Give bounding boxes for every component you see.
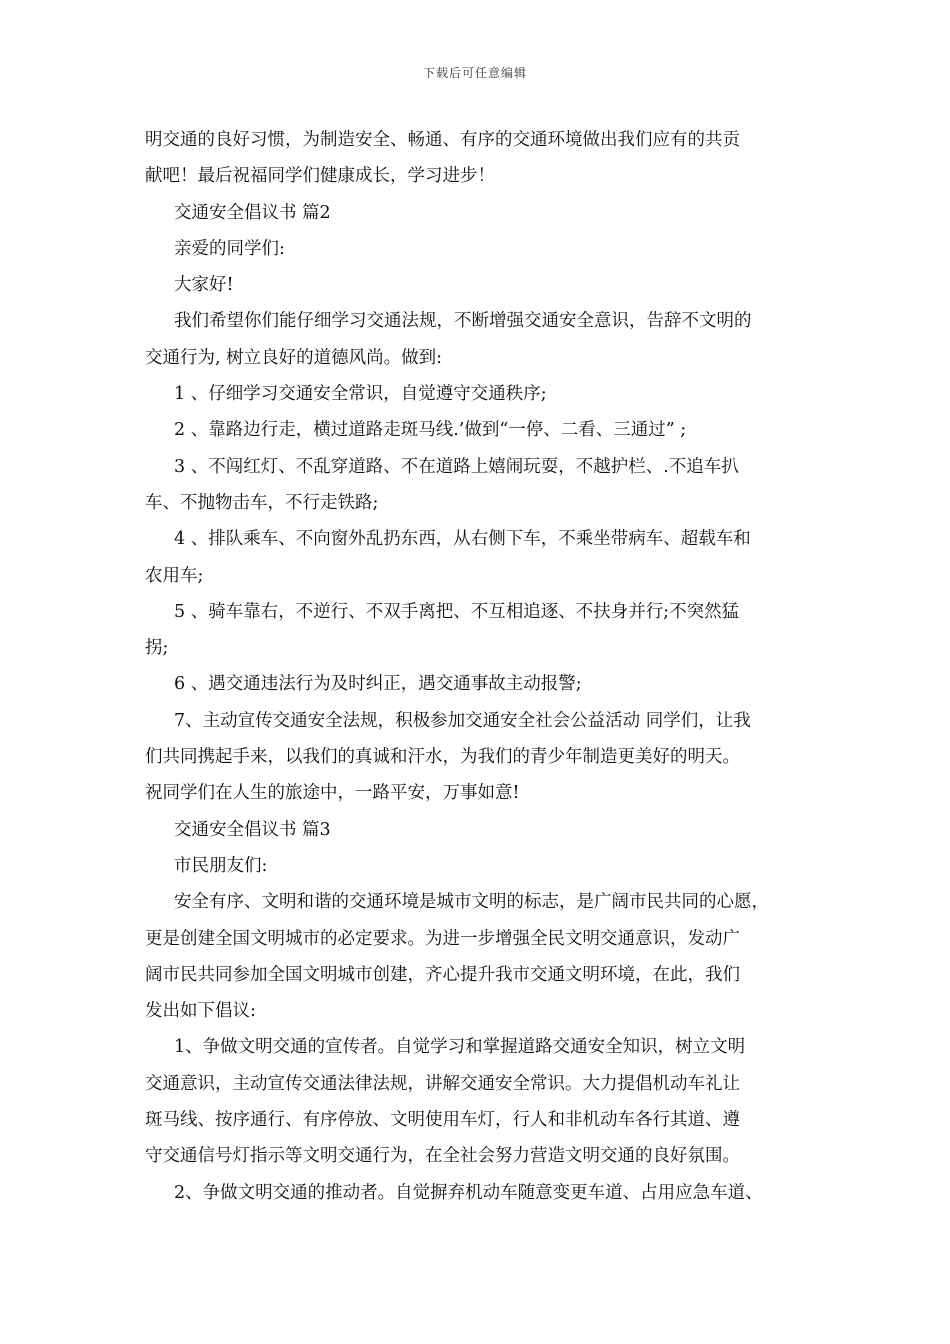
text-line: 7、主动宣传交通安全法规，积极参加交通安全社会公益活动 同学们，让我 bbox=[174, 710, 751, 731]
text-line: 亲爱的同学们: bbox=[174, 238, 285, 259]
text-line: 交通安全倡议书 篇3 bbox=[174, 819, 331, 840]
text-line: 交通行为, 树立良好的道德风尚。做到: bbox=[145, 347, 443, 368]
text-line: 斑马线、按序通行、有序停放、文明使用车灯，行人和非机动车各行其道、遵 bbox=[145, 1110, 740, 1131]
text-line: 2 、靠路边行走，横过道路走斑马线.’做到“一停、二看、三通过” ; bbox=[174, 420, 687, 441]
text-line: 阔市民共同参加全国文明城市创建，齐心提升我市交通文明环境，在此，我们 bbox=[145, 964, 740, 985]
text-line: 大家好! bbox=[174, 275, 234, 296]
text-line: 更是创建全国文明城市的必定要求。为进一步增强全民文明交通意识，发动广 bbox=[145, 928, 740, 949]
text-line: 3 、不闯红灯、不乱穿道路、不在道路上嬉闹玩耍，不越护栏、.不追车扒 bbox=[174, 456, 739, 477]
text-line: 交通意识，主动宣传交通法律法规，讲解交通安全常识。大力提倡机动车礼让 bbox=[145, 1073, 740, 1094]
text-line: 1 、仔细学习交通安全常识，自觉遵守交通秩序; bbox=[174, 384, 547, 405]
text-line: 拐; bbox=[145, 638, 169, 659]
text-line: 明交通的良好习惯，为制造安全、畅通、有序的交通环境做出我们应有的共贡 bbox=[145, 130, 740, 150]
text-line: 守交通信号灯指示等文明交通行为，在全社会努力营造文明交通的良好氛围。 bbox=[145, 1146, 740, 1167]
text-line: 1、争做文明交通的宣传者。自觉学习和掌握道路交通安全知识，树立文明 bbox=[174, 1037, 746, 1058]
text-line: 农用车; bbox=[145, 565, 204, 586]
text-line: 我们希望你们能仔细学习交通法规，不断增强交通安全意识，告辞不文明的 bbox=[174, 311, 752, 332]
text-line: 祝同学们在人生的旅途中，一路平安，万事如意! bbox=[145, 783, 520, 804]
text-line: 市民朋友们: bbox=[174, 855, 268, 876]
text-line: 们共同携起手来，以我们的真诚和汗水，为我们的青少年制造更美好的明天。 bbox=[145, 747, 740, 768]
document-body bbox=[145, 122, 825, 1211]
text-line: 献吧！最后祝福同学们健康成长，学习进步！ bbox=[145, 166, 495, 187]
text-line: 4 、排队乘车、不向窗外乱扔东西，从右侧下车，不乘坐带病车、超载车和 bbox=[174, 529, 751, 550]
text-line: 交通安全倡议书 篇2 bbox=[174, 202, 331, 223]
text-line: 发出如下倡议: bbox=[145, 1001, 256, 1022]
text-line: 安全有序、文明和谐的交通环境是城市文明的标志，是广阔市民共同的心愿， bbox=[174, 892, 769, 913]
text-line: 车、不抛物击车，不行走铁路; bbox=[145, 492, 379, 513]
text-line: 2、争做文明交通的推动者。自觉摒弃机动车随意变更车道、占用应急车道、 bbox=[174, 1182, 763, 1203]
text-line: 6 、遇交通违法行为及时纠正，遇交通事故主动报警; bbox=[174, 674, 582, 695]
page-header: 下载后可任意编辑 bbox=[422, 66, 527, 80]
text-line: 5 、骑车靠右，不逆行、不双手离把、不互相追逐、不扶身并行;不突然猛 bbox=[174, 601, 740, 622]
